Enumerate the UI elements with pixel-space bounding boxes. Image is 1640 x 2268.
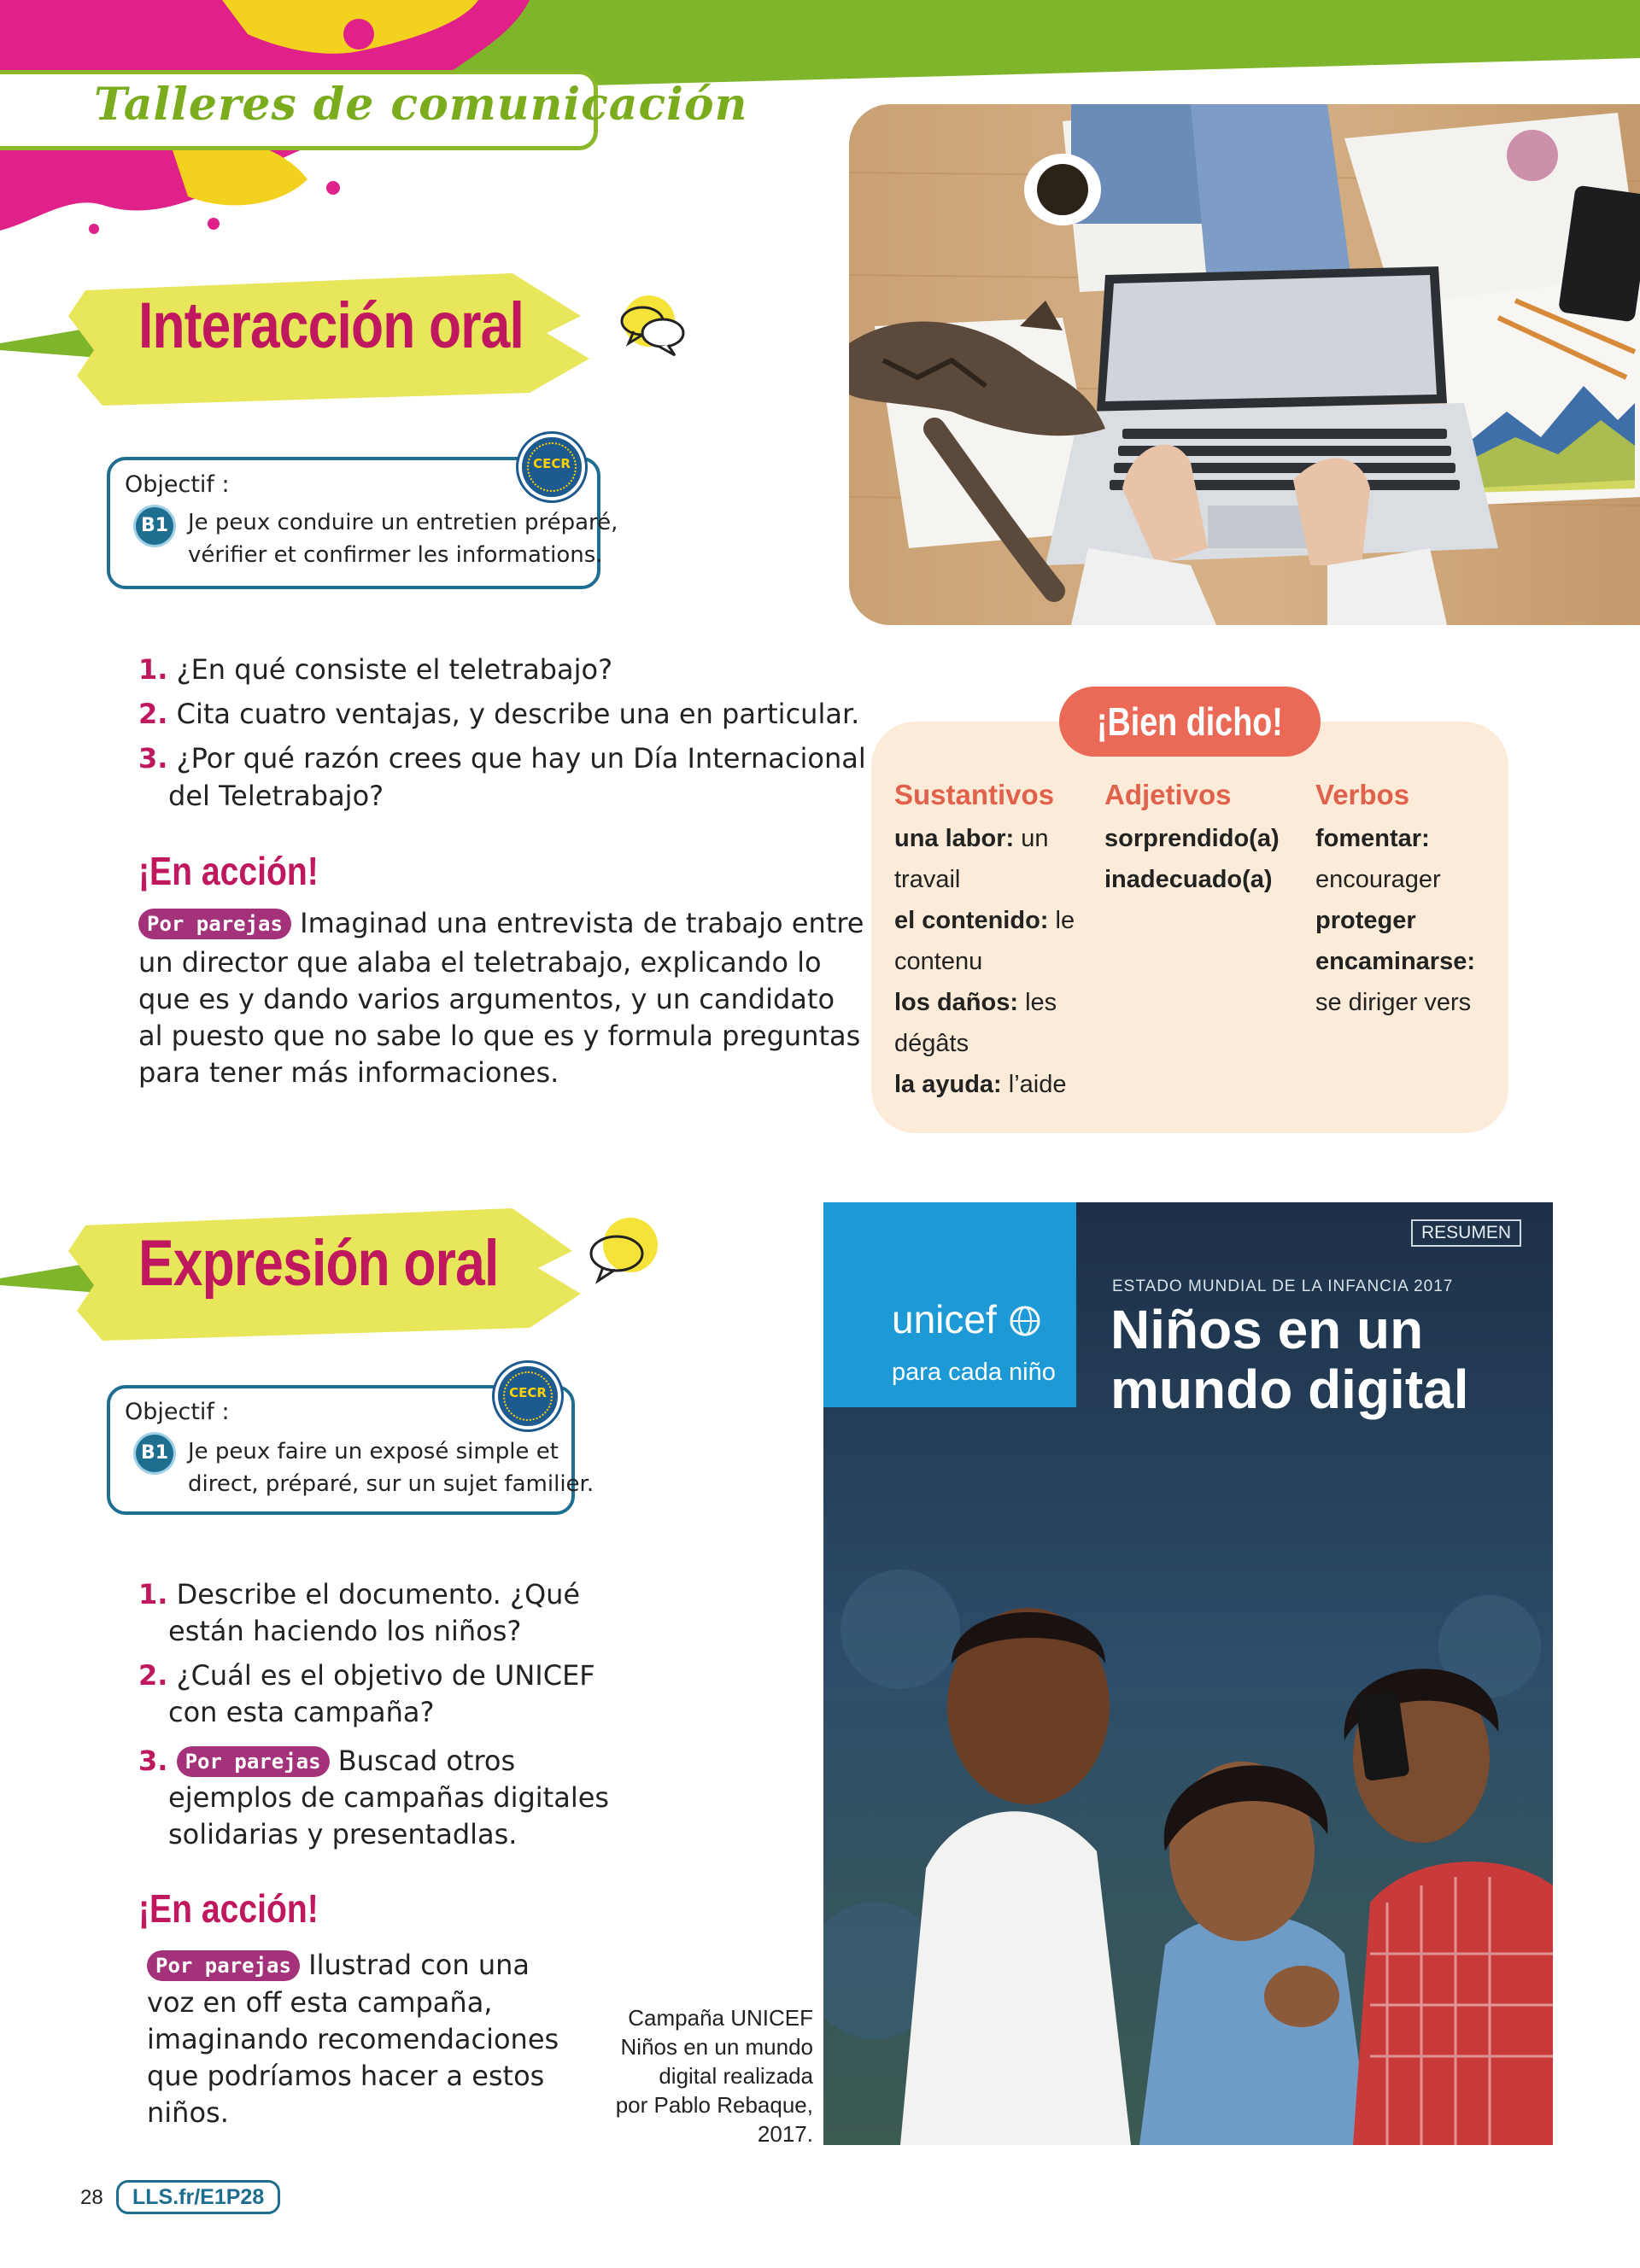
column-head-sustantivos: Sustantivos: [894, 779, 1055, 810]
por-parejas-tag: Por parejas: [138, 909, 291, 939]
section-title-expresion: Expresión oral: [138, 1227, 499, 1300]
vocab-list-verbos: fomentar: encourager proteger encaminarse: se diriger vers: [1315, 825, 1475, 1016]
unicef-tagline: para cada niño: [892, 1359, 1056, 1386]
por-parejas-tag: Por parejas: [177, 1746, 330, 1777]
accion-line-4: al puesto que no sabe lo que es y formula preguntas: [138, 1020, 861, 1052]
section-title-interaccion: Interacción oral: [138, 289, 524, 362]
unicef-logo: unicef: [892, 1296, 1042, 1342]
accion-line-3: que es y dando varios argumentos, y un candidato: [138, 983, 835, 1015]
column-head-verbos: Verbos: [1315, 779, 1410, 810]
question-2-1: 1. Describe el documento. ¿Qué: [138, 1578, 581, 1610]
resumen-tag: RESUMEN: [1411, 1219, 1521, 1247]
column-head-adjetivos: Adjetivos: [1104, 779, 1232, 810]
accion-line-5: para tener más informaciones.: [138, 1056, 559, 1089]
globe-icon: [1008, 1304, 1042, 1338]
accion-2-line-1: Por parejas Ilustrad con una: [147, 1947, 530, 1984]
objective-2-line-1: Je peux faire un exposé simple et: [188, 1439, 559, 1464]
accion-line-1: Por parejas Imaginad una entrevista de trabajo entre: [138, 905, 864, 942]
teleworking-photo: [849, 104, 1640, 625]
cecr-badge: CECR: [518, 434, 585, 500]
lls-link[interactable]: LLS.fr/E1P28: [116, 2180, 280, 2214]
question-1: 1. ¿En qué consiste el teletrabajo?: [138, 653, 613, 686]
accion-2-line-5: niños.: [147, 2096, 229, 2129]
poster-title-2: mundo digital: [1110, 1359, 1469, 1420]
en-accion-title-2: ¡En acción!: [138, 1886, 319, 1931]
question-2-3-cont-2: solidarias y presentadlas.: [168, 1818, 518, 1850]
speech-bubbles-icon: [615, 289, 692, 365]
question-3: 3. ¿Por qué razón crees que hay un Día Internacional: [138, 742, 866, 775]
question-2: 2. Cita cuatro ventajas, y describe una en particular.: [138, 698, 860, 730]
objective-2-line-2: direct, préparé, sur un sujet familier.: [188, 1471, 594, 1497]
question-2-3: 3. Por parejas Buscad otros: [138, 1745, 516, 1777]
question-2-3-cont-1: ejemplos de campañas digitales: [168, 1781, 610, 1814]
question-3-cont: del Teletrabajo?: [168, 780, 384, 812]
cecr-badge-2: CECR: [495, 1363, 561, 1429]
question-2-1-cont: están haciendo los niños?: [168, 1615, 522, 1647]
vocab-list-sustantivos: una labor: un travail el contenido: le contenu los daños: les dégâts la ayuda: l’aide: [894, 825, 1075, 1098]
level-badge: B1: [136, 507, 173, 545]
accion-2-line-2: voz en off esta campaña,: [147, 1986, 493, 2019]
por-parejas-tag: Por parejas: [147, 1950, 300, 1981]
accion-line-2: un director que alaba el teletrabajo, explicando lo: [138, 946, 822, 979]
level-badge-2: B1: [136, 1435, 173, 1472]
page-number: 28: [80, 2186, 103, 2209]
speech-bubble-icon: [577, 1213, 663, 1289]
workshop-title: Talleres de comunicación: [94, 79, 748, 131]
accion-2-line-4: que podríamos hacer a estos: [147, 2060, 545, 2092]
accion-2-line-3: imaginando recomendaciones: [147, 2023, 559, 2055]
question-2-2-cont: con esta campaña?: [168, 1696, 435, 1728]
objective-line-2: vérifier et confirmer les informations.: [188, 542, 603, 568]
objective-label-2: Objectif :: [125, 1399, 230, 1425]
bien-dicho-title: ¡Bien dicho!: [1059, 687, 1321, 757]
objective-label: Objectif :: [125, 471, 230, 498]
poster-title-1: Niños en un: [1110, 1299, 1424, 1360]
vocab-list-adjetivos: sorprendido(a) inadecuado(a): [1104, 825, 1280, 893]
unicef-poster: [823, 1202, 1553, 2145]
en-accion-title: ¡En acción!: [138, 849, 319, 893]
question-2-2: 2. ¿Cuál es el objetivo de UNICEF: [138, 1659, 595, 1692]
poster-subtitle: ESTADO MUNDIAL DE LA INFANCIA 2017: [1112, 1277, 1454, 1295]
objective-line-1: Je peux conduire un entretien préparé,: [188, 510, 618, 535]
poster-caption: Campaña UNICEF Niños en un mundo digital realizada por Pablo Rebaque, 2017.: [615, 2005, 813, 2147]
